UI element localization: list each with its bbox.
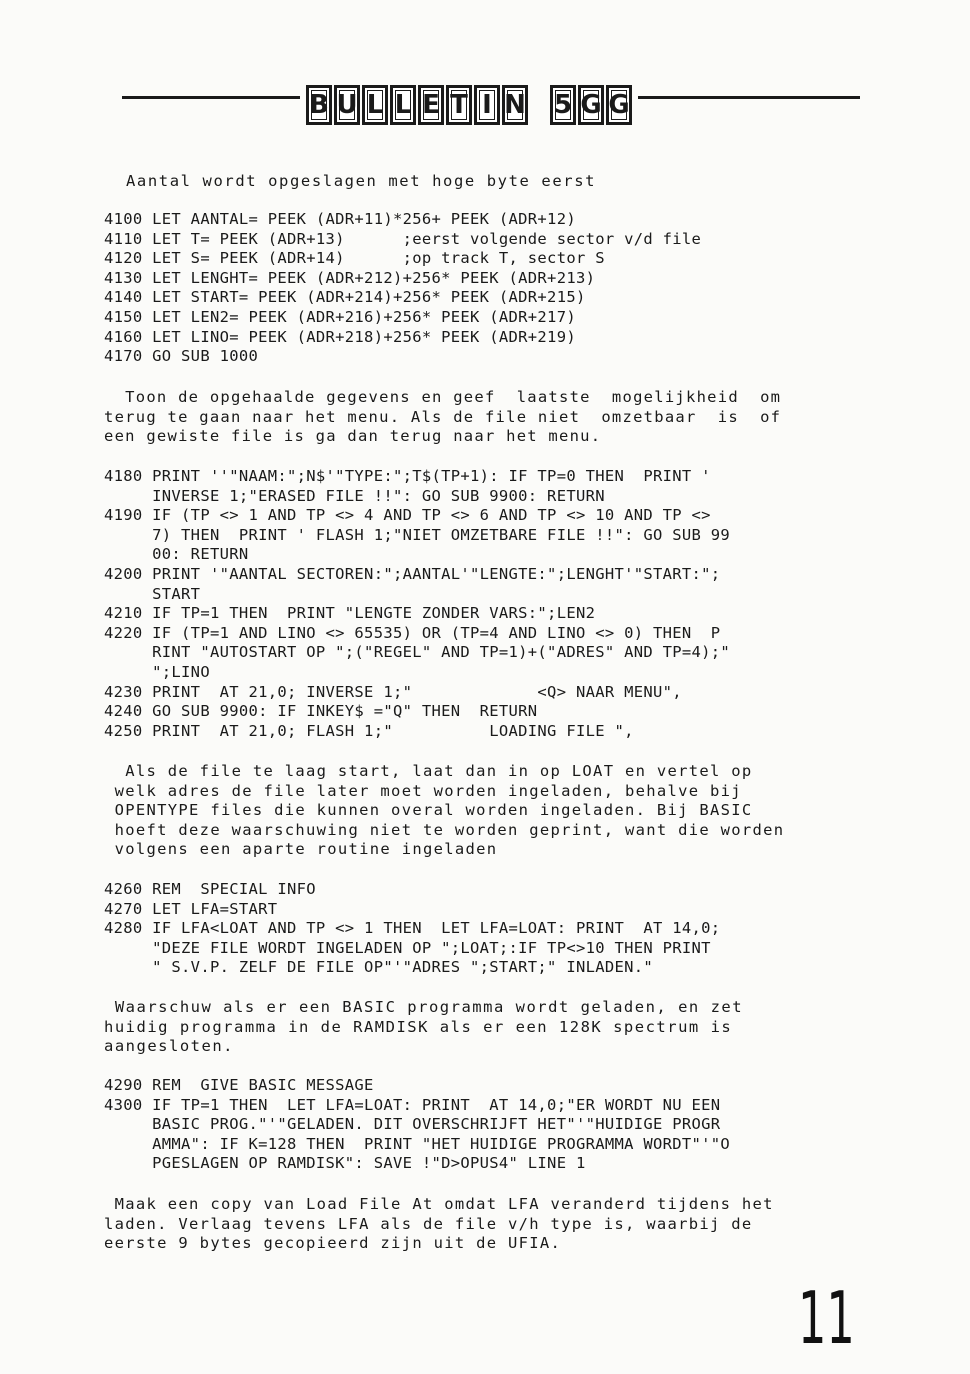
- text-line: Toon de opgehaalde gegevens en geef laatste mogelijkheid om: [104, 388, 782, 406]
- banner-letter-tile: L: [362, 85, 388, 125]
- banner-letter-tile: T: [446, 85, 472, 125]
- paragraph-2: [104, 762, 784, 860]
- paragraph-4: [104, 1195, 774, 1254]
- banner-letter-tile: U: [334, 85, 360, 125]
- text-line: huidig programma in de RAMDISK als er een 128K spectrum is: [104, 1017, 733, 1036]
- code-line: 4150 LET LEN2= PEEK (ADR+216)+256* PEEK (ADR+217): [104, 307, 576, 326]
- text-line: OPENTYPE files die kunnen overal worden ingeladen. Bij BASIC: [104, 801, 753, 820]
- code-block-1: [104, 210, 701, 367]
- banner-letter-tile: L: [390, 85, 416, 125]
- text-line: terug te gaan naar het menu. Als de file niet omzetbaar is of: [104, 407, 782, 426]
- code-line: 4140 LET START= PEEK (ADR+214)+256* PEEK (ADR+215): [104, 288, 586, 307]
- text-line: Als de file te laag start, laat dan in op LOAT en vertel op: [104, 762, 753, 780]
- code-line: "DEZE FILE WORDT INGELADEN OP ";LOAT;:IF TP<>10 THEN PRINT: [104, 938, 711, 957]
- code-line: 4250 PRINT AT 21,0; FLASH 1;" LOADING FILE ",: [104, 721, 634, 740]
- code-block-3: [104, 880, 720, 978]
- banner-letter-tile: 5: [550, 85, 576, 125]
- code-line: PGESLAGEN OP RAMDISK": SAVE !"D>OPUS4" LINE 1: [104, 1154, 586, 1173]
- banner-letter-tile: I: [474, 85, 500, 125]
- code-line: 4130 LET LENGHT= PEEK (ADR+212)+256* PEEK (ADR+213): [104, 268, 596, 287]
- text-line: Maak een copy van Load File At omdat LFA veranderd tijdens het: [104, 1195, 774, 1213]
- text-line: laden. Verlaag tevens LFA als de file v/h type is, waarbij de: [104, 1214, 753, 1233]
- text-line: volgens een aparte routine ingeladen: [104, 840, 498, 859]
- text-line: welk adres de file later moet worden ingeladen, behalve bij: [104, 781, 742, 800]
- code-line: AMMA": IF K=128 THEN PRINT "HET HUIDIGE PROGRAMMA WORDT"'"O: [104, 1134, 731, 1153]
- page-number: 11: [798, 1276, 855, 1360]
- code-line: 7) THEN PRINT ' FLASH 1;"NIET OMZETBARE FILE !!": GO SUB 99: [104, 525, 731, 544]
- banner-gap: [530, 85, 548, 125]
- code-line: RINT "AUTOSTART OP ";("REGEL" AND TP=1)+("ADRES" AND TP=4);": [104, 643, 731, 662]
- code-line: 4290 REM GIVE BASIC MESSAGE: [104, 1076, 374, 1094]
- code-line: 4280 IF LFA<LOAT AND TP <> 1 THEN LET LFA=LOAT: PRINT AT 14,0;: [104, 919, 721, 938]
- code-line: 4240 GO SUB 9900: IF INKEY$ ="Q" THEN RETURN: [104, 702, 538, 721]
- code-line: 4300 IF TP=1 THEN LET LFA=LOAT: PRINT AT 14,0;"ER WORDT NU EEN: [104, 1095, 721, 1114]
- code-line: 4120 LET S= PEEK (ADR+14) ;op track T, sector S: [104, 249, 605, 268]
- text-line: een gewiste file is ga dan terug naar het menu.: [104, 427, 602, 446]
- code-line: 4180 PRINT ''"NAAM:";N$'"TYPE:";T$(TP+1): IF TP=0 THEN PRINT ': [104, 467, 711, 485]
- code-line: 4220 IF (TP=1 AND LINO <> 65535) OR (TP=4 AND LINO <> 0) THEN P: [104, 623, 721, 642]
- bulletin-title-banner: [300, 80, 638, 130]
- code-block-2: [104, 467, 730, 741]
- code-line: 4160 LET LINO= PEEK (ADR+218)+256* PEEK (ADR+219): [104, 327, 576, 346]
- code-line: 00: RETURN: [104, 545, 249, 564]
- code-line: 4170 GO SUB 1000: [104, 347, 259, 366]
- banner-letter-tile: G: [606, 85, 632, 125]
- code-line: 4260 REM SPECIAL INFO: [104, 880, 316, 898]
- text-line: aangesloten.: [104, 1037, 234, 1056]
- code-block-4: [104, 1076, 730, 1174]
- paragraph-1: [104, 388, 781, 447]
- code-line: INVERSE 1;"ERASED FILE !!": GO SUB 9900: RETURN: [104, 486, 605, 505]
- code-line: 4230 PRINT AT 21,0; INVERSE 1;" <Q> NAAR MENU",: [104, 682, 682, 701]
- code-line: ";LINO: [104, 662, 210, 681]
- code-line: 4100 LET AANTAL= PEEK (ADR+11)*256+ PEEK (ADR+12): [104, 210, 576, 228]
- text-line: eerste 9 bytes gecopieerd zijn uit de UFIA.: [104, 1234, 562, 1253]
- code-line: 4270 LET LFA=START: [104, 899, 278, 918]
- code-line: 4110 LET T= PEEK (ADR+13) ;eerst volgende sector v/d file: [104, 229, 702, 248]
- paragraph-3: [104, 998, 743, 1057]
- banner-letter-tile: E: [418, 85, 444, 125]
- code-line: 4200 PRINT '"AANTAL SECTOREN:";AANTAL'"LENGTE:";LENGHT'"START:";: [104, 564, 721, 583]
- text-line: hoeft deze waarschuwing niet te worden geprint, want die worden: [104, 820, 785, 839]
- code-line: START: [104, 584, 201, 603]
- code-line: " S.V.P. ZELF DE FILE OP"'"ADRES ";START;" INLADEN.": [104, 958, 654, 977]
- code-line: BASIC PROG."'"GELADEN. DIT OVERSCHRIJFT HET"'"HUIDIGE PROGR: [104, 1115, 721, 1134]
- banner-letter-tile: B: [306, 85, 332, 125]
- intro-text: Aantal wordt opgeslagen met hoge byte eerst: [126, 172, 597, 190]
- code-line: 4190 IF (TP <> 1 AND TP <> 4 AND TP <> 6 AND TP <> 10 AND TP <>: [104, 506, 711, 525]
- code-line: 4210 IF TP=1 THEN PRINT "LENGTE ZONDER VARS:";LEN2: [104, 604, 596, 623]
- banner-letter-tile: G: [578, 85, 604, 125]
- banner-letter-tile: N: [502, 85, 528, 125]
- text-line: Waarschuw als er een BASIC programma wordt geladen, en zet: [104, 998, 744, 1016]
